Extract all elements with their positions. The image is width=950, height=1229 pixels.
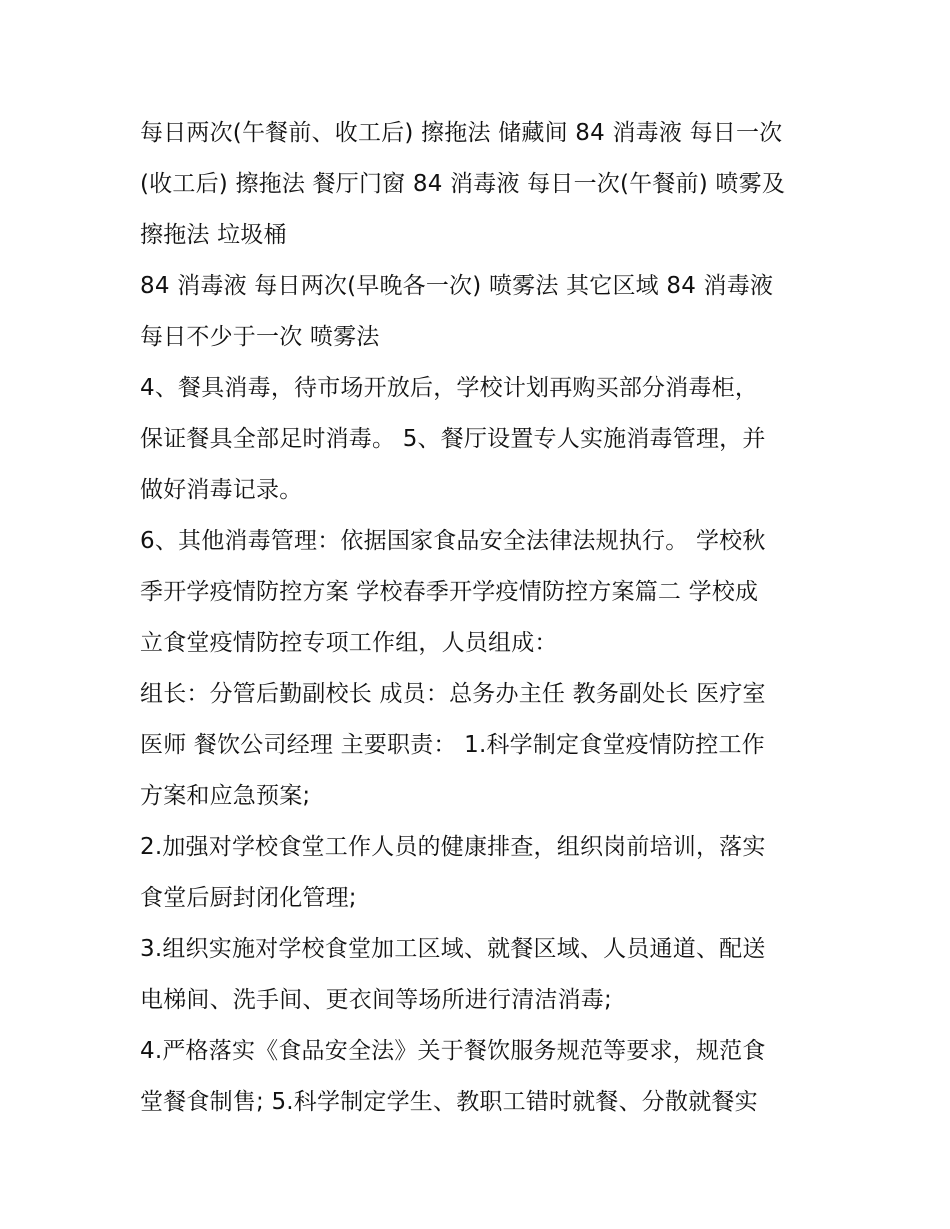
text-line: 堂餐食制售; 5.科学制定学生、教职工错时就餐、分散就餐实	[140, 1089, 758, 1115]
text-line: 食堂后厨封闭化管理;	[140, 885, 357, 911]
text-line: 医师 餐饮公司经理 主要职责： 1.科学制定食堂疫情防控工作	[140, 732, 765, 758]
text-line: 组长：分管后勤副校长 成员：总务办主任 教务副处长 医疗室	[140, 681, 766, 707]
text-line: (收工后) 擦拖法 餐厅门窗 84 消毒液 每日一次(午餐前) 喷雾及	[140, 171, 786, 197]
document-body	[140, 108, 820, 1128]
text-line: 每日两次(午餐前、收工后) 擦拖法 储藏间 84 消毒液 每日一次	[140, 120, 783, 146]
text-line: 擦拖法 垃圾桶	[140, 222, 287, 248]
text-line: 4、餐具消毒，待市场开放后，学校计划再购买部分消毒柜，	[140, 375, 759, 401]
text-line: 立食堂疫情防控专项工作组，人员组成：	[140, 630, 558, 656]
text-line: 做好消毒记录。	[140, 477, 303, 503]
text-line: 6、其他消毒管理：依据国家食品安全法律法规执行。 学校秋	[140, 528, 766, 554]
text-line: 保证餐具全部足时消毒。 5、餐厅设置专人实施消毒管理，并	[140, 426, 766, 452]
text-line: 每日不少于一次 喷雾法	[140, 324, 380, 350]
text-line: 3.组织实施对学校食堂加工区域、就餐区域、人员通道、配送	[140, 936, 766, 962]
text-line: 方案和应急预案;	[140, 783, 311, 809]
text-line: 季开学疫情防控方案 学校春季开学疫情防控方案篇二 学校成	[140, 579, 759, 605]
text-line: 4.严格落实《食品安全法》关于餐饮服务规范等要求，规范食	[140, 1038, 766, 1064]
text-line: 电梯间、洗手间、更衣间等场所进行清洁消毒;	[140, 987, 612, 1013]
text-line: 2.加强对学校食堂工作人员的健康排查，组织岗前培训，落实	[140, 834, 766, 860]
text-line: 84 消毒液 每日两次(早晚各一次) 喷雾法 其它区域 84 消毒液	[140, 273, 774, 299]
